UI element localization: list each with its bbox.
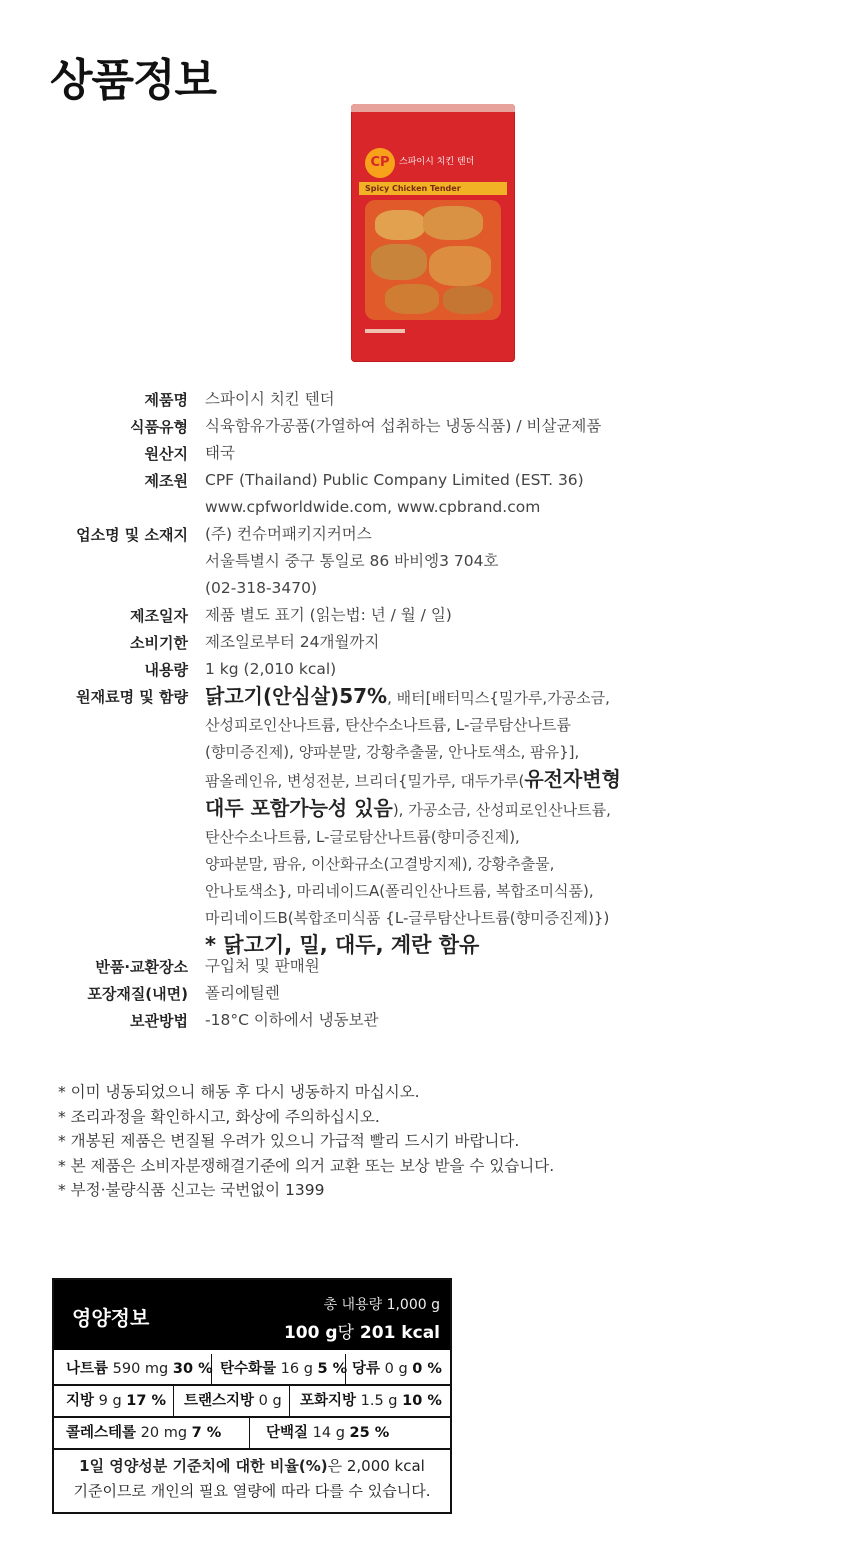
nutrient-percent: 17 % [126, 1393, 167, 1409]
nutrient-cholesterol [54, 1418, 250, 1448]
nutrient-percent: 5 % [317, 1361, 348, 1377]
chicken-piece [375, 210, 425, 240]
ingredient-text: ), 가공소금, 산성피로인산나트륨, [392, 801, 611, 819]
nutrient-amount: 14 g [312, 1425, 345, 1441]
spec-value-line: 폴리에틸렌 [205, 984, 280, 1002]
spec-label: 보관방법 [130, 1012, 188, 1030]
spec-value-line: 스파이시 치킨 텐더 [205, 390, 335, 408]
ingredient-line [205, 766, 655, 795]
note-item: * 이미 냉동되었으니 해동 후 다시 냉동하지 마십시오. [58, 1083, 420, 1101]
chicken-piece [443, 286, 493, 314]
nutrient-amount: 590 mg [112, 1361, 169, 1377]
nutrient-percent: 25 % [349, 1425, 390, 1441]
cp-logo-icon: CP [365, 148, 395, 178]
nutrient-saturated-fat [290, 1386, 450, 1416]
package-korean-name: 스파이시 치킨 텐더 [399, 157, 475, 167]
spec-value-line: 제조일로부터 24개월까지 [205, 633, 380, 651]
allergy-warning: * 닭고기, 밀, 대두, 계란 함유 [205, 933, 480, 957]
nutrient-name: 포화지방 [300, 1393, 357, 1409]
spec-value-line: -18°C 이하에서 냉동보관 [205, 1011, 379, 1029]
spec-label: 원재료명 및 함량 [76, 688, 188, 706]
ingredient-text: 팜올레인유, 변성전분, 브리더{밀가루, 대두가루( [205, 772, 525, 790]
ingredient-highlight: 유전자변형 [524, 767, 621, 791]
spec-value [205, 1007, 655, 1034]
note-item: * 개봉된 제품은 변질될 우려가 있으니 가급적 빨리 드시기 바랍니다. [58, 1132, 520, 1150]
nutrient-name: 트랜스지방 [184, 1393, 255, 1409]
ingredient-highlight: 닭고기(안심살)57% [205, 684, 388, 708]
spec-value [205, 413, 655, 440]
spec-value-line: 1 kg (2,010 kcal) [205, 660, 337, 678]
spec-label: 제조일자 [130, 607, 188, 625]
package-english-name: Spicy Chicken Tender [365, 184, 461, 193]
ingredient-text: , 배터[배터믹스{밀가루,가공소금, [387, 689, 610, 707]
nutrition-total-amount: 총 내용량 1,000 g [323, 1297, 440, 1313]
ingredient-line [205, 683, 655, 712]
package-top-strip [351, 104, 515, 112]
spec-value [205, 467, 655, 521]
chicken-piece [423, 206, 483, 240]
spec-label: 제조원 [144, 472, 188, 490]
nutrition-facts-box [52, 1278, 452, 1514]
package-bottom-text [365, 329, 405, 333]
nutrient-name: 지방 [66, 1393, 95, 1409]
spec-value [205, 656, 655, 683]
divider [54, 1448, 450, 1450]
ingredient-line: 마리네이드B(복합조미식품 {L-글루탐산나트륨(향미증진제)}) [205, 909, 610, 927]
spec-label: 업소명 및 소재지 [76, 526, 188, 544]
ingredient-line: 탄산수소나트륨, L-글로탐산나트륨(향미증진제), [205, 828, 520, 846]
nutrition-per-serving [284, 1318, 440, 1343]
nutrient-protein [250, 1418, 450, 1448]
footnote-bold: 1일 영양성분 기준치에 대한 비율(%) [79, 1457, 328, 1475]
spec-value [205, 440, 655, 467]
spec-label: 제품명 [144, 391, 188, 409]
spec-label: 소비기한 [130, 634, 188, 652]
spec-value [205, 629, 655, 656]
nutrient-carbs [212, 1354, 346, 1384]
spec-value [205, 683, 655, 959]
nutrient-percent: 7 % [191, 1425, 222, 1441]
spec-value-line: CPF (Thailand) Public Company Limited (EST. 36) [205, 471, 584, 489]
nutrient-name: 단백질 [266, 1425, 309, 1441]
spec-value-line: 구입처 및 판매원 [205, 957, 320, 975]
package-food-window [365, 200, 501, 320]
nutrient-amount: 16 g [280, 1361, 313, 1377]
nutrient-name: 탄수화물 [220, 1361, 277, 1377]
chicken-piece [385, 284, 439, 314]
nutrient-sugars [346, 1354, 450, 1384]
nutrient-percent: 10 % [402, 1393, 442, 1409]
ingredient-line: 안나토색소}, 마리네이드A(폴리인산나트륨, 복합조미식품), [205, 882, 594, 900]
nutrient-amount: 0 g [384, 1361, 408, 1377]
spec-value [205, 953, 655, 980]
ingredient-line: 산성피로인산나트륨, 탄산수소나트륨, L-글루탐산나트륨 [205, 716, 571, 734]
nutrient-name: 당류 [352, 1361, 381, 1377]
footnote-line: 기준이므로 개인의 필요 열량에 따라 다를 수 있습니다. [73, 1482, 431, 1500]
serving-amount: 100 g [283, 1323, 338, 1343]
nutrient-amount: 20 mg [140, 1425, 188, 1441]
spec-label: 식품유형 [130, 418, 188, 436]
serving-word: 당 [337, 1323, 354, 1343]
spec-value-line: (주) 컨슈머패키지커머스 [205, 525, 372, 543]
nutrition-header [54, 1280, 450, 1350]
nutrient-sodium [54, 1354, 212, 1384]
spec-label: 포장재질(내면) [87, 985, 188, 1003]
nutrient-name: 나트륨 [66, 1361, 109, 1377]
spec-value-line: (02-318-3470) [205, 579, 318, 597]
spec-value-line: www.cpfworldwide.com, www.cpbrand.com [205, 498, 541, 516]
serving-kcal: 201 kcal [359, 1323, 440, 1343]
spec-value [205, 980, 655, 1007]
footnote-text: 은 2,000 kcal [327, 1457, 425, 1475]
spec-value-line: 서울특별시 중구 통일로 86 바비엥3 704호 [205, 552, 499, 570]
nutrient-amount: 1.5 g [360, 1393, 398, 1409]
nutrient-percent: 30 % [172, 1361, 213, 1377]
chicken-piece [371, 244, 427, 280]
ingredient-highlight: 대두 포함가능성 있음 [205, 796, 393, 820]
nutrient-percent: 0 % [412, 1361, 442, 1377]
spec-value-line: 제품 별도 표기 (읽는법: 년 / 월 / 일) [205, 606, 452, 624]
spec-value-line: 태국 [205, 444, 235, 462]
ingredient-line: (향미증진제), 양파분말, 강황추출물, 안나토색소, 팜유}], [205, 743, 580, 761]
nutrient-amount: 9 g [98, 1393, 122, 1409]
ingredient-line [205, 795, 655, 824]
nutrient-name: 콜레스테롤 [66, 1425, 137, 1441]
note-item: * 조리과정을 확인하시고, 화상에 주의하십시오. [58, 1107, 380, 1126]
nutrition-title: 영양정보 [72, 1306, 150, 1330]
footnote-line [54, 1454, 450, 1479]
product-package-image [351, 104, 515, 362]
nutrition-footnote [54, 1454, 450, 1504]
spec-label: 원산지 [144, 445, 188, 463]
spec-value [205, 602, 655, 629]
ingredient-line: 양파분말, 팜유, 이산화규소(고결방지제), 강황추출물, [205, 855, 555, 873]
note-item: * 부정·불량식품 신고는 국번없이 1399 [58, 1181, 325, 1199]
page-title: 상품정보 [50, 55, 217, 106]
spec-value [205, 386, 655, 413]
note-item: * 본 제품은 소비자분쟁해결기준에 의거 교환 또는 보상 받을 수 있습니다. [58, 1156, 555, 1175]
nutrient-trans-fat [174, 1386, 290, 1416]
nutrient-fat [54, 1386, 174, 1416]
caution-notes [58, 1080, 554, 1203]
spec-value-line: 식육함유가공품(가열하여 섭취하는 냉동식품) / 비살균제품 [205, 417, 602, 435]
spec-label: 반품·교환장소 [95, 958, 188, 976]
spec-label: 내용량 [144, 661, 188, 679]
spec-value [205, 521, 655, 602]
nutrient-amount: 0 g [258, 1393, 282, 1409]
chicken-piece [429, 246, 491, 286]
